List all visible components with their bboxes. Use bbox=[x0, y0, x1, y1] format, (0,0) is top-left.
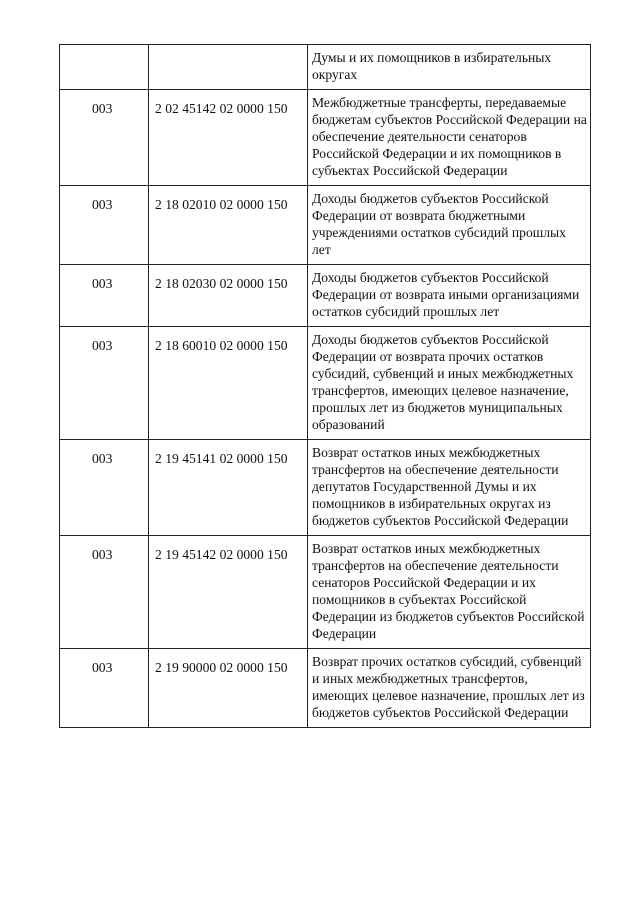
classification-code-cell: 2 19 90000 02 0000 150 bbox=[149, 649, 308, 728]
admin-code-cell: 003 bbox=[60, 536, 149, 649]
admin-code-cell: 003 bbox=[60, 440, 149, 536]
description-cell: Думы и их помощников в избирательных округах bbox=[308, 45, 591, 90]
table-row bbox=[60, 327, 591, 440]
classification-code-cell: 2 18 02010 02 0000 150 bbox=[149, 186, 308, 265]
admin-code-cell: 003 bbox=[60, 327, 149, 440]
classification-code-cell bbox=[149, 45, 308, 90]
admin-code-cell: 003 bbox=[60, 265, 149, 327]
budget-revenue-table bbox=[59, 44, 591, 728]
description-cell: Доходы бюджетов субъектов Российской Федерации от возврата иными организациями остатков субсидий прошлых лет bbox=[308, 265, 591, 327]
admin-code-cell: 003 bbox=[60, 649, 149, 728]
table-row bbox=[60, 45, 591, 90]
table-row bbox=[60, 90, 591, 186]
admin-code-cell: 003 bbox=[60, 186, 149, 265]
description-cell: Возврат прочих остатков субсидий, субвенций и иных межбюджетных трансфертов, имеющих целевое назначение, прошлых лет из бюджетов субъектов Российской Федерации bbox=[308, 649, 591, 728]
table-row bbox=[60, 440, 591, 536]
table-row bbox=[60, 186, 591, 265]
classification-code-cell: 2 18 02030 02 0000 150 bbox=[149, 265, 308, 327]
description-cell: Доходы бюджетов субъектов Российской Федерации от возврата бюджетными учреждениями остатков субсидий прошлых лет bbox=[308, 186, 591, 265]
classification-code-cell: 2 02 45142 02 0000 150 bbox=[149, 90, 308, 186]
description-cell: Доходы бюджетов субъектов Российской Федерации от возврата прочих остатков субсидий, субвенций и иных межбюджетных трансфертов, имеющих целевое назначение, прошлых лет из бюджетов муниципальных образований bbox=[308, 327, 591, 440]
classification-code-cell: 2 19 45142 02 0000 150 bbox=[149, 536, 308, 649]
table-row bbox=[60, 536, 591, 649]
table-row bbox=[60, 265, 591, 327]
classification-code-cell: 2 18 60010 02 0000 150 bbox=[149, 327, 308, 440]
description-cell: Возврат остатков иных межбюджетных трансфертов на обеспечение деятельности депутатов Государственной Думы и их помощников в избирательных округах из бюджетов субъектов Российской Федерации bbox=[308, 440, 591, 536]
description-cell: Межбюджетные трансферты, передаваемые бюджетам субъектов Российской Федерации на обеспечение деятельности сенаторов Российской Федерации и их помощников в субъектах Российской Федерации bbox=[308, 90, 591, 186]
classification-code-cell: 2 19 45141 02 0000 150 bbox=[149, 440, 308, 536]
admin-code-cell bbox=[60, 45, 149, 90]
admin-code-cell: 003 bbox=[60, 90, 149, 186]
description-cell: Возврат остатков иных межбюджетных трансфертов на обеспечение деятельности сенаторов Российской Федерации и их помощников в субъектах Российской Федерации из бюджетов субъектов Российской Федерации bbox=[308, 536, 591, 649]
table-row bbox=[60, 649, 591, 728]
